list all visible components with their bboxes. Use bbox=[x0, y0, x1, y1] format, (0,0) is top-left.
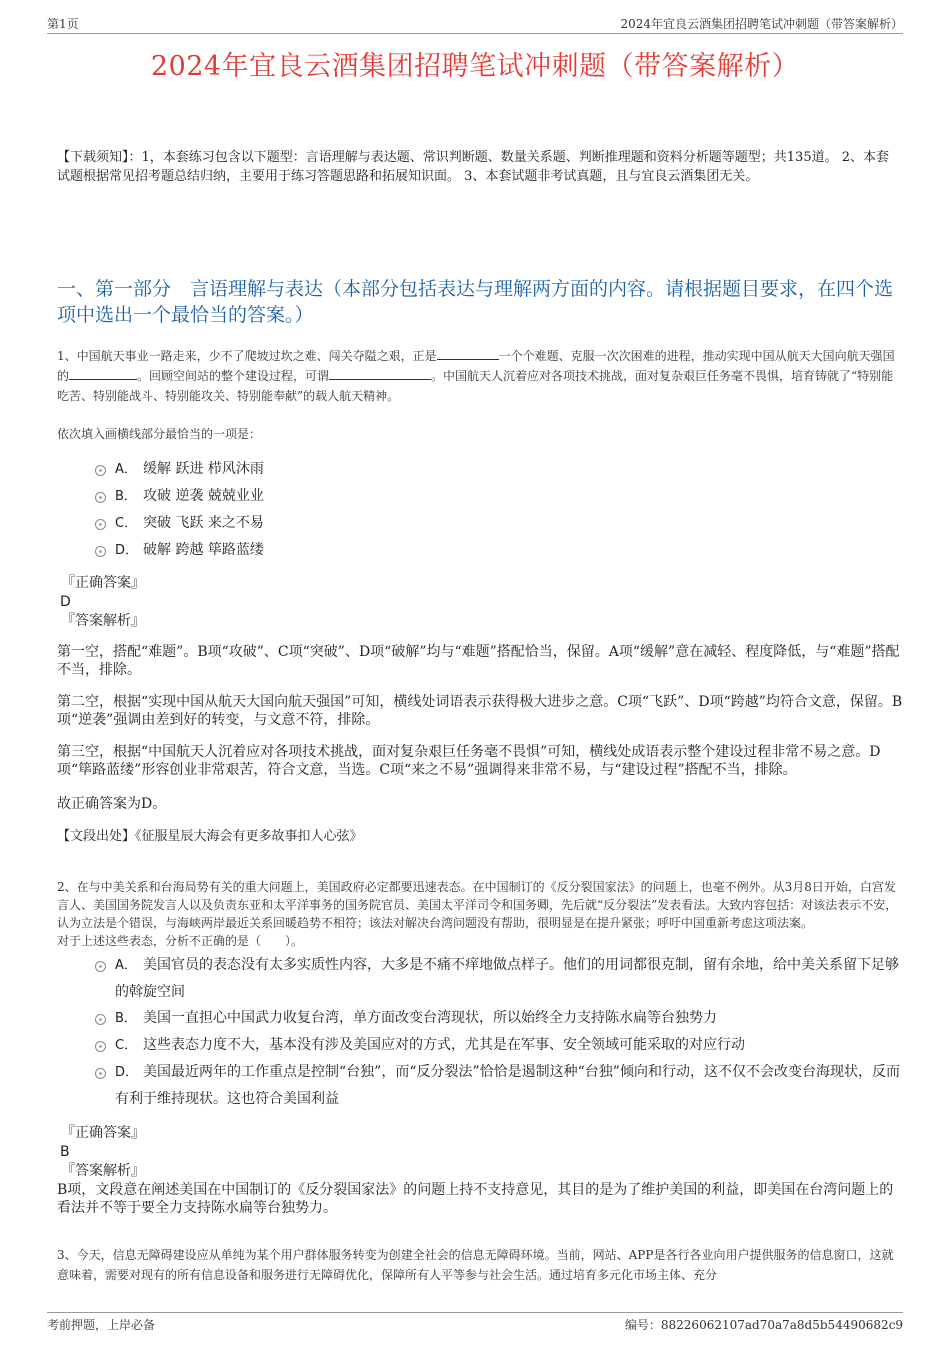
radio-icon[interactable] bbox=[95, 465, 106, 476]
analysis-paragraph: 第一空，搭配“难题”。B项“攻破”、C项“突破”、D项“破解”均与“难题”搭配恰当，保留。A项“缓解”意在减轻、程度降低，与“难题”搭配不当，排除。 bbox=[57, 644, 900, 678]
option-d[interactable]: D． 破解 跨越 筚路蓝缕 bbox=[95, 537, 903, 564]
fill-blank-1 bbox=[437, 347, 499, 360]
fill-blank-2 bbox=[69, 367, 137, 380]
question-2 bbox=[57, 878, 903, 1217]
footer-slogan: 考前押题，上岸必备 bbox=[47, 1318, 156, 1332]
radio-icon[interactable] bbox=[95, 492, 106, 503]
option-a[interactable]: A． 缓解 跃进 栉风沐雨 bbox=[95, 456, 903, 483]
question-1-prompt: 依次填入画横线部分最恰当的一项是： bbox=[57, 427, 262, 441]
analysis-label: 『答案解析』 bbox=[61, 613, 145, 629]
page-footer bbox=[47, 1312, 903, 1333]
correct-answer-label: 『正确答案』 bbox=[61, 1125, 145, 1141]
download-notice: 【下载须知】：1，本套练习包含以下题型：言语理解与表达题、常识判断题、数量关系题、判断推理题和资料分析题等题型；共135道。 2、本套试题根据常见招考题总结归纳，主要用于练习答题思路和拓展知识面。 3、本套试题非考试真题，且与宜良云酒集团无关。 bbox=[57, 150, 889, 184]
fill-blank-3 bbox=[329, 367, 431, 380]
question-1 bbox=[57, 346, 903, 847]
passage-source: 【文段出处】《征服星辰大海会有更多故事扣人心弦》 bbox=[57, 829, 363, 844]
correct-answer: B bbox=[60, 1144, 70, 1160]
section-heading: 一、第一部分 言语理解与表达（本部分包括表达与理解两方面的内容。请根据题目要求，在四个选项中选出一个最恰当的答案。） bbox=[57, 278, 894, 326]
analysis-paragraph: 第二空，根据“实现中国从航天大国向航天强国”可知，横线处词语表示获得极大进步之意。C项“飞跃”、D项“跨越”均符合文意，保留。B项“逆袭”强调由差到好的转变，与文意不符，排除。 bbox=[57, 694, 903, 728]
question-2-prompt: 对于上述这些表态，分析不正确的是（ ）。 bbox=[57, 934, 304, 948]
option-c[interactable]: C． 突破 飞跃 来之不易 bbox=[95, 510, 903, 537]
radio-icon[interactable] bbox=[95, 1068, 106, 1079]
question-2-stem: 2、在与中美关系和台海局势有关的重大问题上，美国政府必定都要迅速表态。在中国制订的《反分裂国家法》的问题上，也毫不例外。从3月8日开始，白宫发言人、美国国务院发言人以及负责东亚和太平洋事务的国务院官员、美国太平洋司令和国务卿，先后就“反分裂法”发表看法。大致内容包括：对该法表示不安，认为立法是个错误，与海峡两岸最近关系回暖趋势不相符；该法对解决台湾问题没有帮助，很明显是在提升紧张；呼吁中国重新考虑这项法案。 bbox=[57, 880, 898, 930]
question-2-options bbox=[95, 952, 903, 1112]
radio-icon[interactable] bbox=[95, 1041, 106, 1052]
option-b[interactable]: B． 攻破 逆袭 兢兢业业 bbox=[95, 483, 903, 510]
radio-icon[interactable] bbox=[95, 1014, 106, 1025]
page-number: 第1页 bbox=[47, 17, 79, 31]
radio-icon[interactable] bbox=[95, 961, 106, 972]
radio-icon[interactable] bbox=[95, 519, 106, 530]
header-doc-title: 2024年宜良云酒集团招聘笔试冲刺题（带答案解析） bbox=[620, 17, 903, 31]
page-header bbox=[47, 13, 903, 34]
analysis-paragraph: 第三空，根据“中国航天人沉着应对各项技术挑战，面对复杂艰巨任务毫不畏惧”可知，横线处成语表示整个建设过程非常不易之意。D项“筚路蓝缕”形容创业非常艰苦，符合文意，当选。C项“来之不易”强调得来非常不易，与“建设过程”搭配不当，排除。 bbox=[57, 744, 881, 778]
option-d[interactable]: D． 美国最近两年的工作重点是控制“台独”，而“反分裂法”恰恰是遏制这种“台独”倾向和行动，这不仅不会改变台海现状，反而有利于维持现状。这也符合美国利益 bbox=[95, 1059, 903, 1112]
radio-icon[interactable] bbox=[95, 546, 106, 557]
document-title: 2024年宜良云酒集团招聘笔试冲刺题（带答案解析） bbox=[150, 51, 800, 82]
option-c[interactable]: C． 这些表态力度不大，基本没有涉及美国应对的方式，尤其是在军事、安全领域可能采取的对应行动 bbox=[95, 1032, 903, 1059]
question-1-options bbox=[95, 456, 903, 564]
analysis-conclusion: 故正确答案为D。 bbox=[57, 796, 167, 812]
question-3-stem: 3、今天，信息无障碍建设应从单纯为某个用户群体服务转变为创建全社会的信息无障碍环境。当前，网站、APP是各行各业向用户提供服务的信息窗口，这就意味着，需要对现有的所有信息设备和服务进行无障碍优化，保障所有人平等参与社会生活。通过培育多元化市场主体、充分 bbox=[57, 1248, 894, 1282]
question-1-stem: 1、中国航天事业一路走来，少不了爬坡过坎之难、闯关夺隘之艰，正是 一个个难题、克服一次次困难的进程，推动实现中国从航天大国向航天强国的 。回顾空间站的整个建设过程，可谓 。中国航天人沉着应对各项技术挑战，面对复杂艰巨任务毫不畏惧，培育铸就了“特别能吃苦、特别能战斗、特别能攻关、特别能奉献”的载人航天精神。 bbox=[57, 349, 895, 403]
question-3 bbox=[57, 1245, 903, 1285]
option-a[interactable]: A． 美国官员的表态没有太多实质性内容，大多是不痛不痒地做点样子。他们的用词都很克制，留有余地，给中美关系留下足够的斡旋空间 bbox=[95, 952, 903, 1005]
analysis-label: 『答案解析』 bbox=[61, 1163, 145, 1179]
analysis-paragraph: B项，文段意在阐述美国在中国制订的《反分裂国家法》的问题上持不支持意见，其目的是为了维护美国的利益，即美国在台湾问题上的看法并不等于要全力支持陈水扁等台独势力。 bbox=[57, 1182, 894, 1216]
correct-answer: D bbox=[60, 594, 71, 610]
footer-code: 编号：88226062107ad70a7a8d5b54490682c9 bbox=[624, 1318, 903, 1332]
option-b[interactable]: B． 美国一直担心中国武力收复台湾，单方面改变台湾现状，所以始终全力支持陈水扁等台独势力 bbox=[95, 1005, 903, 1032]
correct-answer-label: 『正确答案』 bbox=[61, 575, 145, 591]
document-code: 88226062107ad70a7a8d5b54490682c9 bbox=[660, 1318, 903, 1332]
